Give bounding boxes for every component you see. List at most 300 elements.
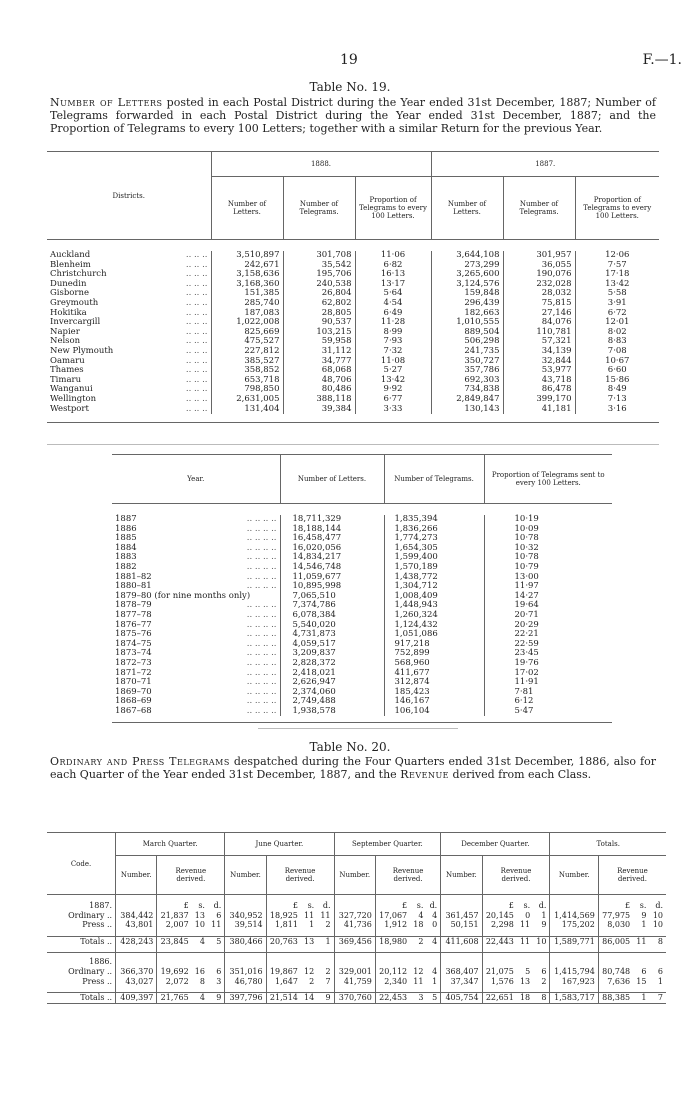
data-cell: 34,139 <box>503 347 575 357</box>
table-19-lead: Number of Letters <box>50 96 163 109</box>
data-cell: 11 <box>413 976 424 986</box>
data-cell: 18 <box>413 920 424 930</box>
year-label: 1867–68 <box>115 705 152 716</box>
table-20 <box>47 832 666 1004</box>
data-cell: 187,083 <box>211 309 283 319</box>
district-name: Timaru <box>50 374 82 385</box>
data-cell: 6 <box>216 910 222 920</box>
data-cell: 19,692 <box>157 967 192 977</box>
data-cell: 34,777 <box>283 357 355 367</box>
data-cell: 9 <box>641 910 647 920</box>
lsd-symbol: s. <box>523 901 531 910</box>
leader-dots: .. .. .. .. <box>246 648 277 659</box>
data-cell: 7·13 <box>575 395 659 405</box>
quarter-header: December Quarter. <box>441 833 550 856</box>
letters-cell: 4,059,517 <box>280 640 384 650</box>
data-cell: 385,527 <box>211 357 283 367</box>
table-row <box>47 967 666 977</box>
telegrams-cell: 568,960 <box>384 659 484 669</box>
data-cell: 43,801 <box>116 920 157 930</box>
data-cell: 13·42 <box>355 376 431 386</box>
data-cell: 14 <box>304 993 315 1003</box>
data-cell: 35,542 <box>283 261 355 271</box>
data-cell: 3,168,360 <box>211 280 283 290</box>
data-cell: 692,303 <box>431 376 503 386</box>
data-cell: 734,838 <box>431 385 503 395</box>
data-cell: 37,347 <box>441 977 482 987</box>
data-cell: 80,748 <box>598 967 633 977</box>
data-cell: 90,537 <box>283 318 355 328</box>
data-cell: 12·01 <box>575 318 659 328</box>
data-cell: 12·06 <box>575 251 659 261</box>
data-cell: 825,669 <box>211 328 283 338</box>
leader-dots: .. .. .. <box>185 355 208 366</box>
data-cell: 5·27 <box>355 366 431 376</box>
leader-dots: .. .. .. <box>185 307 208 318</box>
data-cell: 3 <box>216 976 222 986</box>
data-cell: 11·06 <box>355 251 431 261</box>
data-cell: 361,457 <box>441 911 482 921</box>
year-label: 1869–70 <box>115 686 152 697</box>
data-cell: 11 <box>519 920 531 930</box>
lsd-symbol: £ <box>598 895 633 911</box>
proportion-cell: 10·79 <box>484 563 612 573</box>
divider <box>258 728 458 729</box>
sub-revenue: Revenue derived. <box>266 856 334 895</box>
col-yr-proportion: Proportion of Telegrams sent to every 100 Letters. <box>484 455 612 504</box>
data-cell: 2 <box>309 976 315 986</box>
data-cell: 3,510,897 <box>211 251 283 261</box>
col-yr-letters: Number of Letters. <box>280 455 384 504</box>
telegrams-cell: 1,599,400 <box>384 553 484 563</box>
year-row <box>47 953 666 967</box>
sub-number: Number. <box>550 856 598 895</box>
letters-cell: 14,546,748 <box>280 563 384 573</box>
data-cell: 8·99 <box>355 328 431 338</box>
leader-dots: .. .. .. .. <box>246 619 277 630</box>
telegrams-cell: 1,124,432 <box>384 621 484 631</box>
data-cell: 10 <box>194 920 205 930</box>
letters-cell: 7,374,786 <box>280 601 384 611</box>
data-cell: 8·83 <box>575 337 659 347</box>
leader-dots: .. .. .. .. <box>246 638 277 649</box>
year-label: 1886 <box>115 523 137 534</box>
letters-cell: 2,828,372 <box>280 659 384 669</box>
year-label: 1879–80 (for nine months only) <box>115 590 251 601</box>
data-cell: 10 <box>652 910 663 920</box>
leader-dots: .. .. .. .. <box>246 523 277 534</box>
data-cell: 329,001 <box>334 967 375 977</box>
proportion-cell: 20·71 <box>484 611 612 621</box>
district-name: Gisborne <box>50 288 89 299</box>
proportion-cell: 22·21 <box>484 630 612 640</box>
data-cell: 22,651 <box>482 993 517 1004</box>
data-cell: 11 <box>211 920 222 930</box>
letters-cell: 4,731,873 <box>280 630 384 640</box>
leader-dots: .. .. .. .. <box>246 677 277 688</box>
proportion-cell: 10·09 <box>484 525 612 535</box>
data-cell: 1,811 <box>266 920 301 930</box>
data-cell: 1 <box>657 976 663 986</box>
data-cell: 0 <box>432 920 438 930</box>
data-cell: 11·28 <box>355 318 431 328</box>
data-cell: 6·60 <box>575 366 659 376</box>
data-cell: 175,202 <box>550 920 598 930</box>
data-cell: 506,298 <box>431 337 503 347</box>
data-cell: 273,299 <box>431 261 503 271</box>
district-name: Thames <box>50 365 84 376</box>
letters-cell: 18,711,329 <box>280 515 384 525</box>
leader-dots: .. .. .. <box>185 374 208 385</box>
data-cell: 301,708 <box>283 251 355 261</box>
lsd-symbol: £ <box>157 895 192 911</box>
data-cell: 86,478 <box>503 385 575 395</box>
data-cell: 13·17 <box>355 280 431 290</box>
telegrams-cell: 146,167 <box>384 697 484 707</box>
data-cell: 110,781 <box>503 328 575 338</box>
data-cell: 475,527 <box>211 337 283 347</box>
year-cell <box>112 707 280 717</box>
data-cell: 48,706 <box>283 376 355 386</box>
year-label: 1883 <box>115 552 137 563</box>
table-19 <box>47 151 659 423</box>
data-cell: 41,736 <box>334 920 375 930</box>
leader-dots: .. .. .. <box>185 384 208 395</box>
data-cell: 10 <box>536 936 547 946</box>
telegrams-cell: 1,654,305 <box>384 544 484 554</box>
data-cell: 8,030 <box>598 920 633 930</box>
data-cell: 1 <box>641 993 647 1003</box>
district-name: Westport <box>50 403 89 414</box>
lsd-symbol: d. <box>322 901 331 910</box>
data-cell: 43,027 <box>116 977 157 987</box>
data-cell: 1,010,555 <box>431 318 503 328</box>
data-cell: 2,072 <box>157 977 192 987</box>
table-row <box>47 993 666 1004</box>
data-cell: 21,837 <box>157 911 192 921</box>
data-cell: 4 <box>432 910 438 920</box>
data-cell: 358,852 <box>211 366 283 376</box>
data-cell: 889,504 <box>431 328 503 338</box>
page-number: 19 <box>340 52 358 68</box>
data-cell: 2,298 <box>482 920 517 930</box>
data-cell: 1 <box>641 920 647 930</box>
sub-revenue: Revenue derived. <box>375 856 440 895</box>
data-cell: 5 <box>216 936 222 946</box>
data-cell: 1 <box>541 910 547 920</box>
data-cell: 32,844 <box>503 357 575 367</box>
proportion-cell: 11·91 <box>484 678 612 688</box>
data-cell: 13 <box>194 910 205 920</box>
data-cell: 9·92 <box>355 385 431 395</box>
data-cell: 18 <box>519 993 531 1003</box>
data-cell: 12 <box>413 966 424 976</box>
proportion-cell: 6·12 <box>484 697 612 707</box>
data-cell: 2,340 <box>375 977 410 987</box>
data-cell: 3,124,576 <box>431 280 503 290</box>
table-20-lead: Ordinary and Press Telegrams <box>50 755 230 768</box>
subheader-row <box>47 856 666 895</box>
data-cell: 340,952 <box>225 911 266 921</box>
leader-dots: .. .. .. .. <box>246 542 277 553</box>
table-row <box>47 977 666 987</box>
proportion-cell: 19·64 <box>484 601 612 611</box>
year-label: 1872–73 <box>115 657 152 668</box>
telegrams-cell: 1,304,712 <box>384 582 484 592</box>
data-cell: 20,763 <box>266 936 301 946</box>
table-yearly <box>112 454 612 723</box>
data-cell: 357,786 <box>431 366 503 376</box>
data-cell: 103,215 <box>283 328 355 338</box>
data-cell: 3 <box>418 993 424 1003</box>
data-cell: 2,007 <box>157 920 192 930</box>
data-cell: 9 <box>325 993 331 1003</box>
data-cell: 301,957 <box>503 251 575 261</box>
data-cell: 28,032 <box>503 289 575 299</box>
data-cell: 4 <box>199 936 205 946</box>
data-cell: 22,443 <box>482 936 517 946</box>
lsd-symbol: £ <box>266 895 301 911</box>
table-row <box>47 911 666 921</box>
table-20-desc-1: despatched during the Four Quarters ended 31st December, 1886, also for each Quarter of the Year ended 31st December, 1887, and the <box>50 755 656 781</box>
data-cell: 369,456 <box>334 936 375 946</box>
data-cell: 41,759 <box>334 977 375 987</box>
leader-dots: .. .. .. .. <box>246 686 277 697</box>
data-cell: 59,958 <box>283 337 355 347</box>
data-cell: 11·08 <box>355 357 431 367</box>
data-cell: 7·32 <box>355 347 431 357</box>
leader-dots: .. .. .. <box>185 297 208 308</box>
data-cell: 5·58 <box>575 289 659 299</box>
data-cell: 6·49 <box>355 309 431 319</box>
data-cell: 15·86 <box>575 376 659 386</box>
data-cell: 88,385 <box>598 993 633 1004</box>
table-row <box>112 688 612 698</box>
data-cell: 3,644,108 <box>431 251 503 261</box>
district-name: New Plymouth <box>50 345 114 356</box>
data-cell: 7·57 <box>575 261 659 271</box>
data-cell: 5 <box>525 966 531 976</box>
leader-dots: .. .. .. .. <box>246 514 277 524</box>
letters-cell: 16,020,056 <box>280 544 384 554</box>
proportion-cell: 17·02 <box>484 669 612 679</box>
table-row <box>47 405 659 415</box>
data-cell: 39,514 <box>225 920 266 930</box>
telegrams-cell: 1,051,086 <box>384 630 484 640</box>
leader-dots: .. .. .. <box>185 403 208 414</box>
data-cell: 2 <box>325 920 331 930</box>
letters-cell: 18,188,144 <box>280 525 384 535</box>
year-row <box>47 895 666 911</box>
data-cell: 4 <box>432 936 438 946</box>
data-cell: 4 <box>432 966 438 976</box>
district-name: Wanganui <box>50 384 93 395</box>
table-19-description <box>50 96 656 135</box>
data-cell: 399,170 <box>503 395 575 405</box>
data-cell: 240,538 <box>283 280 355 290</box>
data-cell: 350,727 <box>431 357 503 367</box>
data-cell: 11 <box>519 936 531 946</box>
data-cell: 6 <box>541 966 547 976</box>
data-cell: 18,980 <box>375 936 410 946</box>
data-cell: 167,923 <box>550 977 598 987</box>
district-name: Oamaru <box>50 355 85 366</box>
data-cell: 13 <box>304 936 315 946</box>
data-cell: 8·02 <box>575 328 659 338</box>
data-cell: 190,076 <box>503 270 575 280</box>
data-cell: 7·08 <box>575 347 659 357</box>
leader-dots: .. .. .. .. <box>246 571 277 582</box>
data-cell: 242,671 <box>211 261 283 271</box>
data-cell: 13·42 <box>575 280 659 290</box>
lsd-symbol: s. <box>198 901 205 910</box>
telegrams-cell: 1,448,943 <box>384 601 484 611</box>
row-label: Ordinary .. <box>68 966 113 976</box>
data-cell: 77,975 <box>598 911 633 921</box>
telegrams-cell: 185,423 <box>384 688 484 698</box>
data-cell: 86,005 <box>598 936 633 946</box>
proportion-cell: 10·32 <box>484 544 612 554</box>
data-cell: 366,370 <box>116 967 157 977</box>
data-cell: 21,075 <box>482 967 517 977</box>
lsd-symbol: £ <box>482 895 517 911</box>
col-year: Year. <box>187 475 205 483</box>
data-cell: 16 <box>194 966 205 976</box>
table-row <box>47 920 666 930</box>
col-letters-b: Number of Letters. <box>431 177 503 240</box>
header-row <box>47 833 666 856</box>
data-cell: 17,067 <box>375 911 410 921</box>
quarter-header: September Quarter. <box>334 833 441 856</box>
letters-cell: 11,059,677 <box>280 573 384 583</box>
data-cell: 6·72 <box>575 309 659 319</box>
data-cell: 15 <box>636 976 647 986</box>
letters-cell: 1,938,578 <box>280 707 384 717</box>
data-cell: 9 <box>541 920 547 930</box>
data-cell: 1,589,771 <box>550 936 598 946</box>
leader-dots: .. .. .. .. <box>246 552 277 563</box>
data-cell: 4·54 <box>355 299 431 309</box>
data-cell: 41,181 <box>503 405 575 415</box>
lsd-symbol: d. <box>429 901 438 910</box>
data-cell: 405,754 <box>441 993 482 1004</box>
telegrams-cell: 752,899 <box>384 649 484 659</box>
data-cell: 380,466 <box>225 936 266 946</box>
district-name: Nelson <box>50 336 81 347</box>
data-cell: 285,740 <box>211 299 283 309</box>
data-cell: 195,706 <box>283 270 355 280</box>
telegrams-cell: 1,835,394 <box>384 515 484 525</box>
sub-number: Number. <box>116 856 157 895</box>
data-cell: 327,720 <box>334 911 375 921</box>
data-cell: 798,850 <box>211 385 283 395</box>
data-cell: 4 <box>418 910 424 920</box>
data-cell: 21,765 <box>157 993 192 1004</box>
table-19-title: Table No. 19. <box>309 80 391 94</box>
year-label: 1868–69 <box>115 696 152 707</box>
data-cell: 370,760 <box>334 993 375 1004</box>
data-cell: 7 <box>657 993 663 1003</box>
leader-dots: .. .. .. <box>185 365 208 376</box>
district-name: Christchurch <box>50 269 107 280</box>
year-header-b: 1887. <box>431 152 659 177</box>
leader-dots: .. .. .. <box>185 345 208 356</box>
table-20-title: Table No. 20. <box>309 740 391 754</box>
leader-dots: .. .. .. <box>185 278 208 289</box>
data-cell: 388,118 <box>283 395 355 405</box>
year-label: 1885 <box>115 533 137 544</box>
data-cell: 130,143 <box>431 405 503 415</box>
lsd-symbol: s. <box>416 901 424 910</box>
letters-cell: 7,065,510 <box>280 592 384 602</box>
data-cell: 131,404 <box>211 405 283 415</box>
proportion-cell: 19·76 <box>484 659 612 669</box>
telegrams-cell: 411,677 <box>384 669 484 679</box>
leader-dots: .. .. .. <box>185 259 208 270</box>
district-name: Wellington <box>50 393 97 404</box>
data-cell: 1 <box>325 936 331 946</box>
row-label: Ordinary .. <box>68 910 113 920</box>
data-cell: 7,636 <box>598 977 633 987</box>
data-cell: 6·82 <box>355 261 431 271</box>
quarter-header: June Quarter. <box>225 833 334 856</box>
lsd-symbol: s. <box>307 901 315 910</box>
col-code: Code. <box>70 859 92 868</box>
district-name: Dunedin <box>50 278 87 289</box>
sub-revenue: Revenue derived. <box>157 856 225 895</box>
data-cell: 1 <box>309 920 315 930</box>
data-cell: 1,415,794 <box>550 967 598 977</box>
totals-label: Totals .. <box>80 936 113 946</box>
data-cell: 151,385 <box>211 289 283 299</box>
year-header-a: 1888. <box>211 152 431 177</box>
data-cell: 31,112 <box>283 347 355 357</box>
telegrams-cell: 1,260,324 <box>384 611 484 621</box>
data-cell: 8 <box>199 976 205 986</box>
col-districts: Districts. <box>112 191 145 200</box>
telegrams-cell: 312,874 <box>384 678 484 688</box>
data-cell: 232,028 <box>503 280 575 290</box>
proportion-cell: 14·27 <box>484 592 612 602</box>
leader-dots: .. .. .. <box>185 336 208 347</box>
proportion-cell: 10·19 <box>484 515 612 525</box>
page-reference: F.—1. <box>642 52 682 68</box>
data-cell: 46,780 <box>225 977 266 987</box>
leader-dots: .. .. .. <box>185 317 208 328</box>
proportion-cell: 20·29 <box>484 621 612 631</box>
data-cell: 653,718 <box>211 376 283 386</box>
data-cell: 428,243 <box>116 936 157 946</box>
data-cell: 368,407 <box>441 967 482 977</box>
data-cell: 27,146 <box>503 309 575 319</box>
district-name: Napier <box>50 326 80 337</box>
proportion-cell: 7·81 <box>484 688 612 698</box>
data-cell: 12 <box>304 966 315 976</box>
year-label-1887: 1887. <box>89 901 113 910</box>
data-cell: 2,631,005 <box>211 395 283 405</box>
data-cell: 227,812 <box>211 347 283 357</box>
data-cell: 3·16 <box>575 405 659 415</box>
divider <box>47 444 659 445</box>
data-cell: 20,112 <box>375 967 410 977</box>
letters-cell: 10,895,998 <box>280 582 384 592</box>
district-name: Greymouth <box>50 297 99 308</box>
row-label: Press .. <box>82 976 113 986</box>
data-cell: 11 <box>320 910 331 920</box>
data-cell: 13 <box>519 976 531 986</box>
data-cell: 8 <box>657 936 663 946</box>
proportion-cell: 23·45 <box>484 649 612 659</box>
